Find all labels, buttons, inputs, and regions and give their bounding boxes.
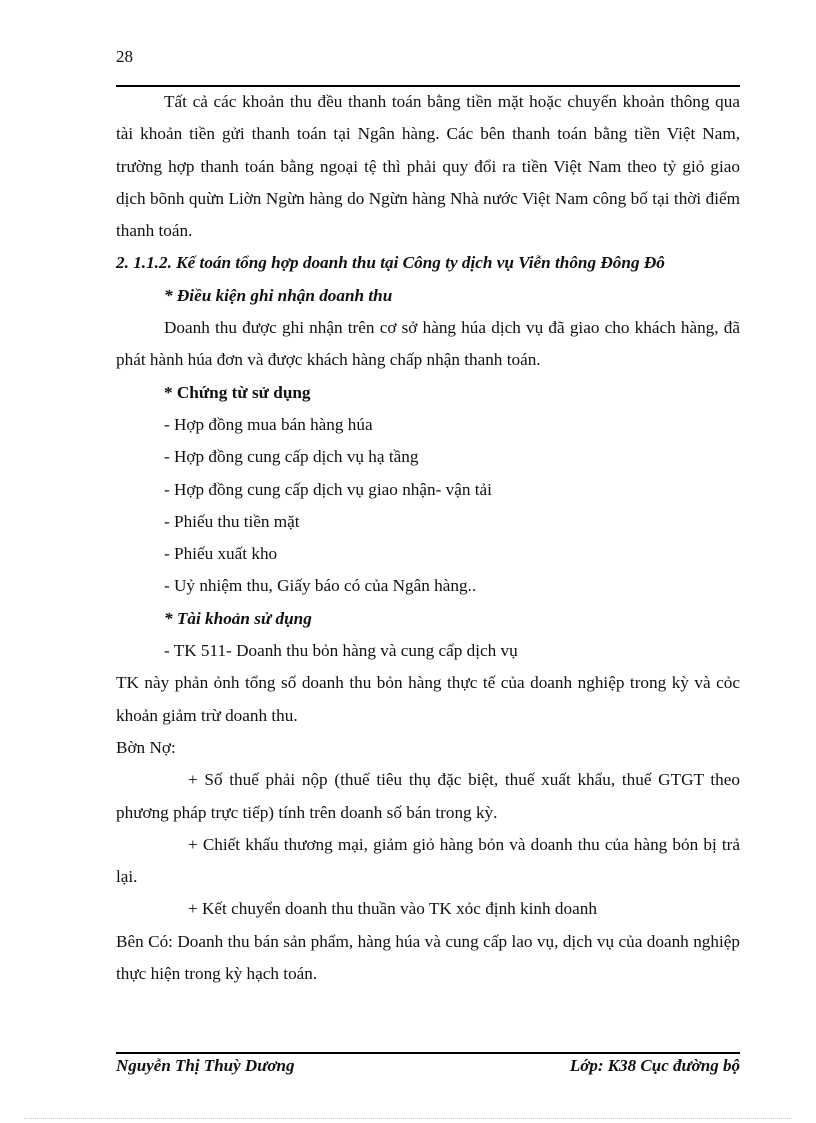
debit-label: Bờn Nợ:: [116, 737, 176, 757]
list-item: - Phiếu thu tiền mặt: [164, 511, 300, 531]
footer-class: Lớp: K38 Cục đường bộ: [569, 1056, 740, 1075]
list-item: - Hợp đồng cung cấp dịch vụ hạ tầng: [164, 447, 419, 467]
list-item: - Phiếu xuất kho: [164, 544, 278, 564]
document-body: [116, 86, 740, 990]
paragraph-revenue-recognition: Doanh thu được ghi nhận trên cơ sở hàng húa dịch vụ đã giao cho khách hàng, đã phát hành húa đơn và được khách hàng chấp nhận thanh toán.: [116, 318, 740, 370]
paragraph-account-description: TK này phản ỏnh tổng số doanh thu bỏn hàng thực tế của doanh nghiệp trong kỳ và cỏc khoản giảm trừ doanh thu.: [116, 673, 740, 725]
footer-rule: [116, 1052, 740, 1054]
list-item: - Hợp đồng cung cấp dịch vụ giao nhận- vận tải: [164, 479, 492, 499]
credit-paragraph: Bên Có: Doanh thu bán sản phẩm, hàng húa và cung cấp lao vụ, dịch vụ của doanh nghiệp thực hiện trong kỳ hạch toán.: [116, 931, 740, 984]
list-item: - Uỷ nhiệm thu, Giấy báo có của Ngân hàng..: [164, 576, 477, 596]
footer-author: Nguyễn Thị Thuỳ Dương: [116, 1056, 295, 1075]
list-item: - Hợp đồng mua bán hàng húa: [164, 414, 373, 434]
account-item: - TK 511- Doanh thu bỏn hàng và cung cấp dịch vụ: [164, 641, 518, 661]
page-number: 28: [116, 47, 133, 66]
section-heading: 2. 1.1.2. Kế toán tổng hợp doanh thu tại Công ty dịch vụ Viễn thông Đông Đô: [116, 253, 665, 273]
debit-item: + Chiết khấu thương mại, giảm giỏ hàng bỏn và doanh thu của hàng bỏn bị trả lại.: [116, 834, 740, 887]
accounts-heading: * Tài khoản sử dụng: [164, 608, 312, 628]
documents-heading: * Chứng từ sử dụng: [164, 382, 311, 402]
debit-item: + Số thuế phải nộp (thuế tiêu thụ đặc biệt, thuế xuất khẩu, thuế GTGT theo phương pháp trực tiếp) tính trên doanh số bán trong kỳ.: [116, 770, 740, 822]
condition-heading: * Điều kiện ghi nhận doanh thu: [164, 285, 393, 305]
paragraph-payment: Tất cả các khoản thu đều thanh toán bằng tiền mặt hoặc chuyển khoản thông qua tài khoản tiền gửi thanh toán tại Ngân hàng. Các bên thanh toán bằng tiền Việt Nam, trường hợp thanh toán bằng ngoại tệ thì phải quy đổi ra tiền Việt Nam theo tỷ giỏ giao dịch bõnh quừn Liờn Ngừn hàng do Ngừn hàng Nhà nước Việt Nam công bố tại thời điểm thanh toán.: [116, 92, 740, 241]
page-bottom-border: [24, 1118, 792, 1119]
debit-item: + Kết chuyển doanh thu thuần vào TK xỏc định kinh doanh: [188, 899, 597, 919]
